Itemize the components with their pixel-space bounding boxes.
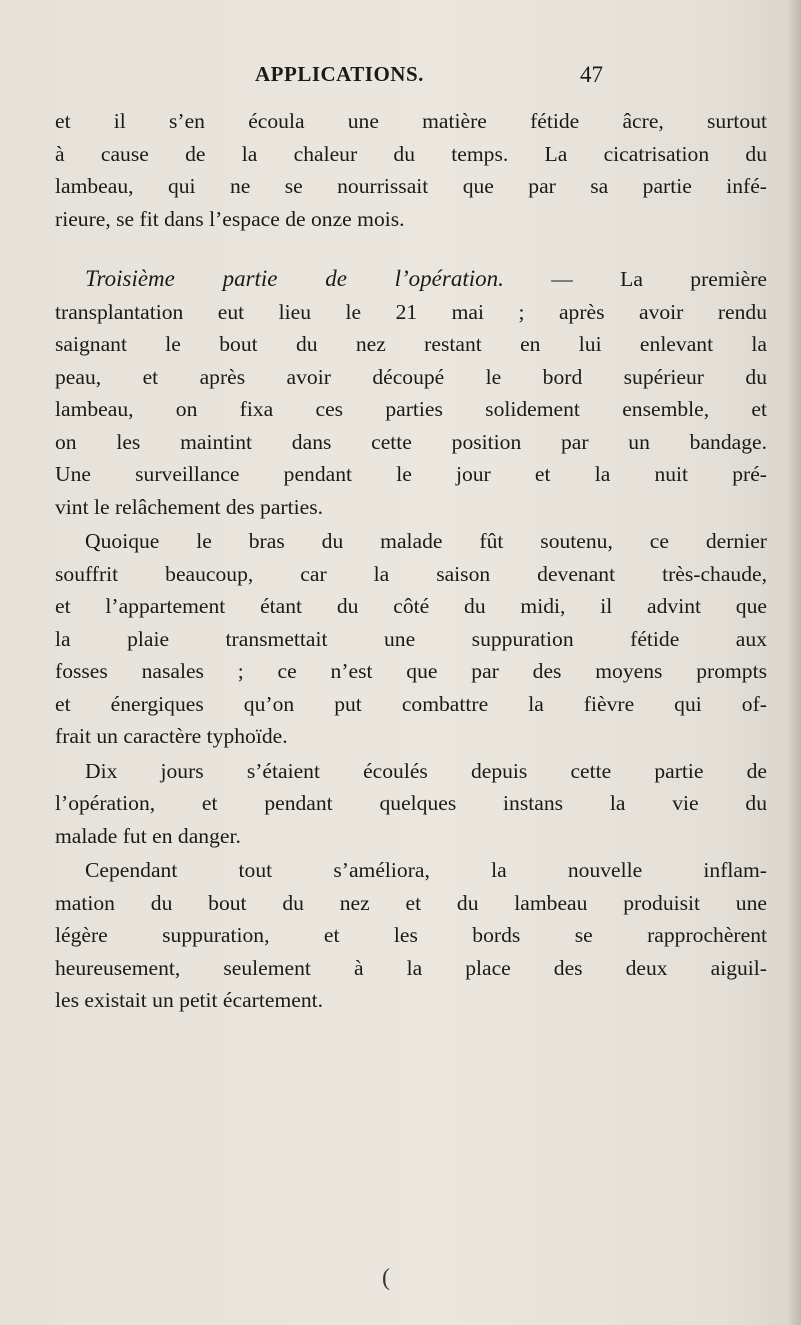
running-head: APPLICATIONS. [255,62,424,86]
text-line: fosses nasales ; ce n’est que par des moyens prompts [55,659,767,683]
stray-mark: ( [382,1265,390,1291]
paragraph-gap [55,237,767,263]
text-line: les existait un petit écartement. [55,988,324,1012]
section-title: Troisième partie de l’opération. [85,266,504,291]
paragraph-5 [55,854,767,1017]
text-line: Quoique le bras du malade fût soutenu, ce dernier [85,529,767,553]
text-line: mation du bout du nez et du lambeau produisit une [55,890,767,915]
text-line: transplantation eut lieu le 21 mai ; après avoir rendu [55,299,767,324]
text-line: rieure, se fit dans l’espace de onze mois. [55,206,405,231]
text-line: lambeau, on fixa ces parties solidement ensemble, et [55,397,767,421]
text-line: la plaie transmettait une suppuration fétide aux [55,626,767,651]
text-line: légère suppuration, et les bords se rapprochèrent [55,923,767,947]
paragraph-3 [55,525,767,753]
text-line-continuation: — La première [503,267,767,291]
text-line: Dix jours s’étaient écoulés depuis cette partie de [85,758,767,783]
page-edge-shadow [787,0,801,1325]
paragraph-1 [55,105,767,235]
text-line-with-section-title [55,263,767,296]
text-line: saignant le bout du nez restant en lui enlevant la [55,332,767,356]
text-line: vint le relâchement des parties. [55,494,324,519]
text-line: et il s’en écoula une matière fétide âcre, surtout [55,109,767,133]
page-header [255,62,675,96]
text-line: malade fut en danger. [55,823,241,848]
body-text [55,105,767,1019]
text-line: et l’appartement étant du côté du midi, il advint que [55,594,767,618]
text-line: on les maintint dans cette position par un bandage. [55,429,767,454]
text-line: Cependant tout s’améliora, la nouvelle inflam- [85,858,767,882]
text-line: frait un caractère typhoïde. [55,724,288,748]
text-line: à cause de la chaleur du temps. La cicatrisation du [55,141,767,166]
text-line: heureusement, seulement à la place des deux aiguil- [55,955,767,980]
text-line: et énergiques qu’on put combattre la fièvre qui of- [55,691,767,716]
paragraph-2 [55,263,767,523]
text-line: souffrit beaucoup, car la saison devenant très-chaude, [55,561,767,586]
text-line: peau, et après avoir découpé le bord supérieur du [55,364,767,389]
text-line: Une surveillance pendant le jour et la nuit pré- [55,462,767,486]
text-line: lambeau, qui ne se nourrissait que par sa partie infé- [55,174,767,198]
page-number: 47 [580,62,603,87]
paragraph-4 [55,755,767,853]
text-line: l’opération, et pendant quelques instans la vie du [55,791,767,815]
